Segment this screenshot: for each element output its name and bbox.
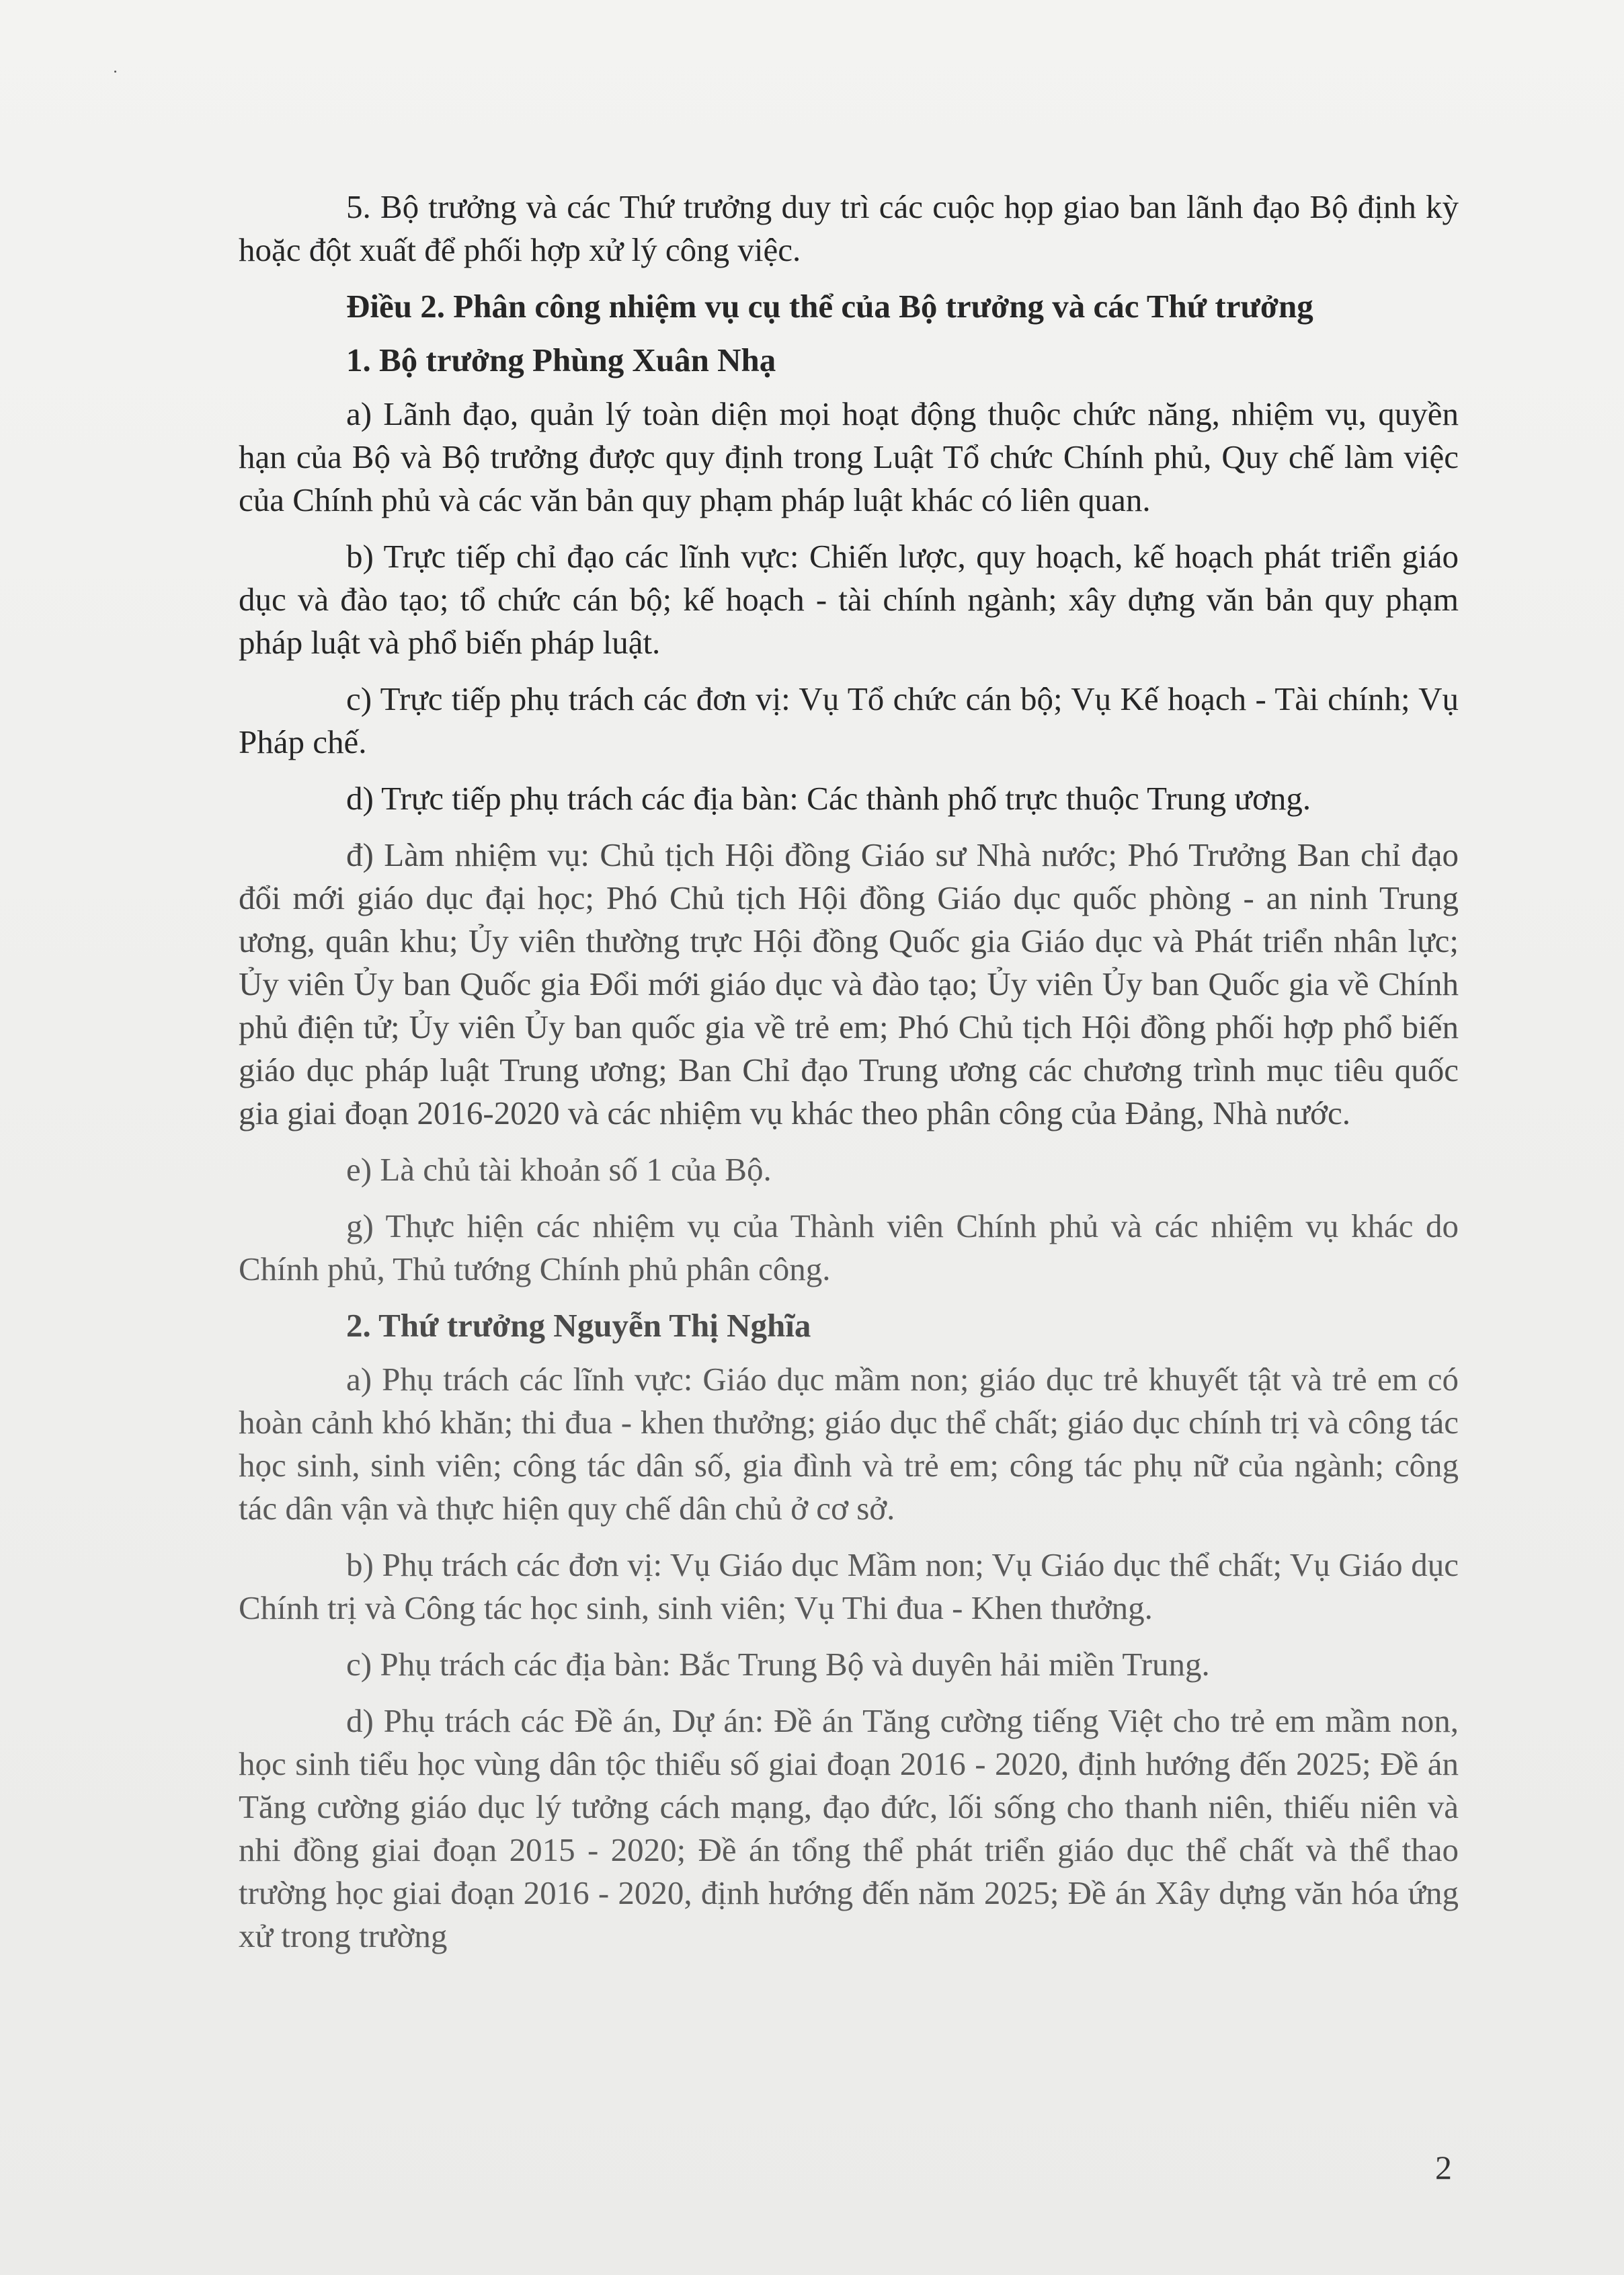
paragraph-1dd: đ) Làm nhiệm vụ: Chủ tịch Hội đồng Giáo sư Nhà nước; Phó Trưởng Ban chỉ đạo đổi mới giáo dục đại học; Phó Chủ tịch Hội đồng Giáo dục quốc phòng - an ninh Trung ương, quân khu; Ủy viên thường trực Hội đồng Quốc gia Giáo dục và Phát triển nhân lực; Ủy viên Ủy ban Quốc gia Đổi mới giáo dục và đào tạo; Ủy viên Ủy ban Quốc gia về Chính phủ điện tử; Ủy viên Ủy ban quốc gia về trẻ em; Phó Chủ tịch Hội đồng phối hợp phổ biến giáo dục pháp luật Trung ương; Ban Chỉ đạo Trung ương các chương trình mục tiêu quốc gia giai đoạn 2016-2020 và các nhiệm vụ khác theo phân công của Đảng, Nhà nước.: [239, 836, 1459, 1131]
paragraph-2c: c) Phụ trách các địa bàn: Bắc Trung Bộ và duyên hải miền Trung.: [346, 1646, 1210, 1683]
paragraph-1a: a) Lãnh đạo, quản lý toàn diện mọi hoạt động thuộc chức năng, nhiệm vụ, quyền hạn của Bộ và Bộ trưởng được quy định trong Luật Tổ chức Chính phủ, Quy chế làm việc của Chính phủ và các văn bản quy phạm pháp luật khác có liên quan.: [239, 395, 1459, 518]
section-1-heading: 1. Bộ trưởng Phùng Xuân Nhạ: [346, 342, 776, 378]
paragraph-1d: d) Trực tiếp phụ trách các địa bàn: Các thành phố trực thuộc Trung ương.: [346, 780, 1311, 817]
paragraph-item-5: 5. Bộ trưởng và các Thứ trưởng duy trì các cuộc họp giao ban lãnh đạo Bộ định kỳ hoặc đột xuất để phối hợp xử lý công việc.: [239, 188, 1459, 268]
paragraph-1b: b) Trực tiếp chỉ đạo các lĩnh vực: Chiến lược, quy hoạch, kế hoạch phát triển giáo dục và đào tạo; tổ chức cán bộ; kế hoạch - tài chính ngành; xây dựng văn bản quy phạm pháp luật và phổ biến pháp luật.: [239, 538, 1459, 661]
paragraph-1e: e) Là chủ tài khoản số 1 của Bộ.: [346, 1151, 772, 1188]
document-body: [239, 186, 1459, 1971]
paragraph-2a: a) Phụ trách các lĩnh vực: Giáo dục mầm non; giáo dục trẻ khuyết tật và trẻ em có hoàn cảnh khó khăn; thi đua - khen thưởng; giáo dục thể chất; giáo dục chính trị và công tác học sinh, sinh viên; công tác dân số, gia đình và trẻ em; công tác phụ nữ của ngành; công tác dân vận và thực hiện quy chế dân chủ ở cơ sở.: [239, 1361, 1459, 1527]
page-number: 2: [1435, 2149, 1452, 2186]
section-2-heading: 2. Thứ trưởng Nguyễn Thị Nghĩa: [346, 1307, 811, 1344]
paragraph-2b: b) Phụ trách các đơn vị: Vụ Giáo dục Mầm non; Vụ Giáo dục thể chất; Vụ Giáo dục Chính trị và Công tác học sinh, sinh viên; Vụ Thi đua - Khen thưởng.: [239, 1546, 1459, 1626]
dust-speck: [114, 71, 116, 73]
article-2-heading: Điều 2. Phân công nhiệm vụ cụ thể của Bộ trưởng và các Thứ trưởng: [346, 288, 1313, 325]
paragraph-2d: d) Phụ trách các Đề án, Dự án: Đề án Tăng cường tiếng Việt cho trẻ em mầm non, học sinh tiểu học vùng dân tộc thiểu số giai đoạn 2016 - 2020, định hướng đến 2025; Đề án Tăng cường giáo dục lý tưởng cách mạng, đạo đức, lối sống cho thanh niên, thiếu niên và nhi đồng giai đoạn 2015 - 2020; Đề án tổng thể phát triển giáo dục thể chất và thể thao trường học giai đoạn 2016 - 2020, định hướng đến năm 2025; Đề án Xây dựng văn hóa ứng xử trong trường: [239, 1702, 1459, 1954]
paragraph-1c: c) Trực tiếp phụ trách các đơn vị: Vụ Tổ chức cán bộ; Vụ Kế hoạch - Tài chính; Vụ Pháp chế.: [239, 680, 1459, 760]
paragraph-1g: g) Thực hiện các nhiệm vụ của Thành viên Chính phủ và các nhiệm vụ khác do Chính phủ, Thủ tướng Chính phủ phân công.: [239, 1207, 1459, 1287]
